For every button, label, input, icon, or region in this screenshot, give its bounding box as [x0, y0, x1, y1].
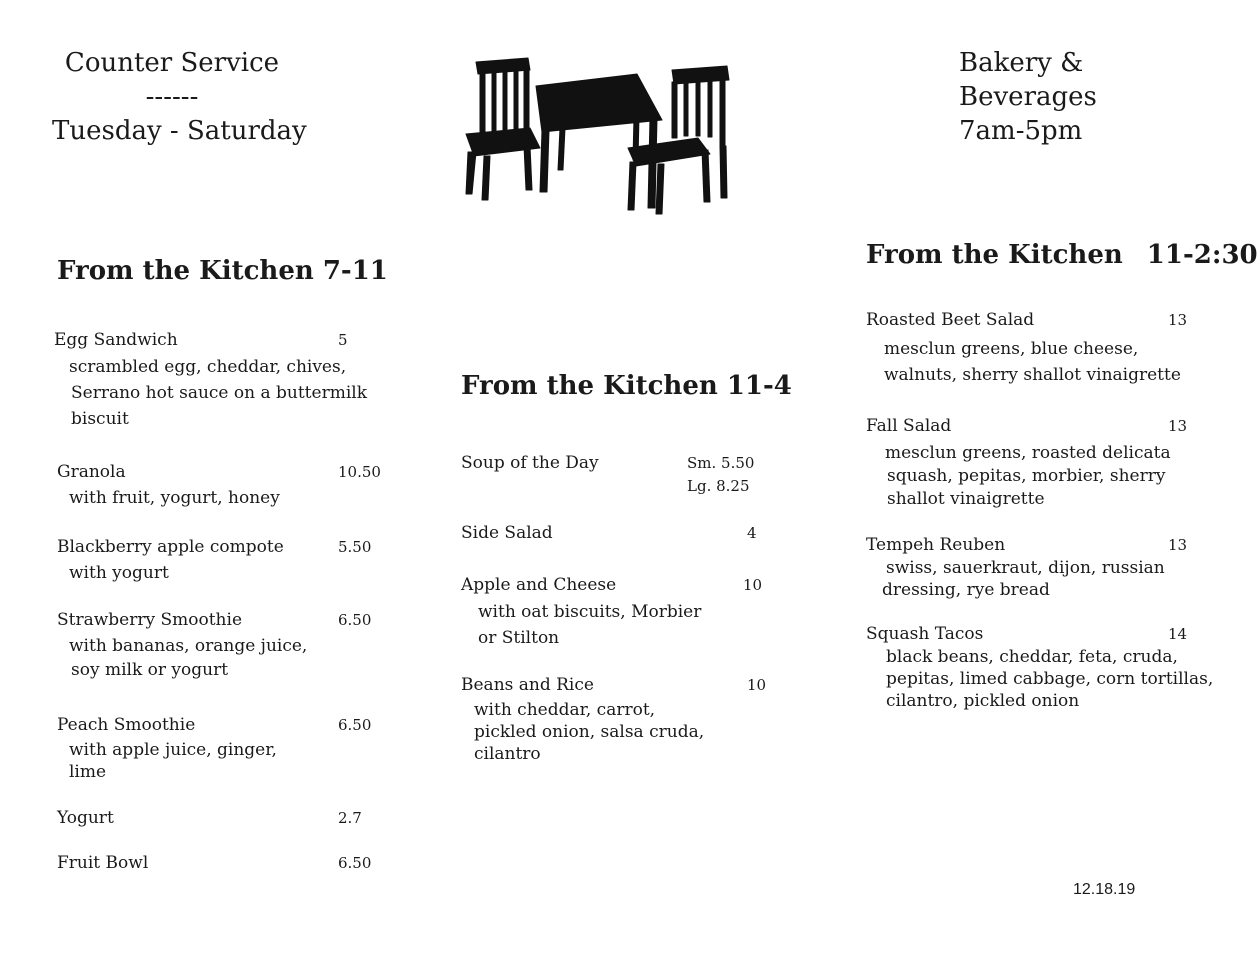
item-desc	[69, 486, 397, 510]
item-name: Fall Salad	[866, 416, 952, 436]
item-name: Tempeh Reuben	[866, 535, 1006, 555]
menu-item-yogurt	[57, 806, 397, 830]
menu-item-strawberry-smoothie	[57, 608, 397, 682]
menu-item-squash-tacos	[866, 622, 1226, 712]
item-price-large: Lg. 8.25	[687, 477, 750, 495]
col1-title: From the Kitchen 7-11	[57, 256, 388, 286]
item-name: Soup of the Day	[461, 453, 599, 473]
desc-line: swiss, sauerkraut, dijon, russian	[886, 558, 1165, 578]
menu-date: 12.18.19	[1073, 881, 1136, 898]
item-price: 10.50	[338, 463, 381, 481]
menu-item-blackberry-compote	[57, 535, 397, 585]
item-desc	[69, 634, 397, 682]
item-desc	[884, 336, 1206, 388]
desc-line: shallot vinaigrette	[887, 489, 1045, 509]
desc-line: biscuit	[71, 409, 129, 429]
item-name: Egg Sandwich	[54, 330, 178, 350]
item-desc	[69, 739, 397, 783]
col3-title-text: From the Kitchen	[866, 240, 1123, 270]
header-right-block	[959, 46, 1097, 148]
desc-line: with bananas, orange juice,	[69, 636, 308, 656]
desc-line: mesclun greens, blue cheese,	[884, 339, 1139, 359]
menu-item-fall-salad	[866, 414, 1206, 511]
menu-item-apple-and-cheese	[461, 573, 781, 651]
item-name: Granola	[57, 462, 126, 482]
desc-line: with yogurt	[69, 563, 169, 583]
item-name: Blackberry apple compote	[57, 537, 284, 557]
item-name: Roasted Beet Salad	[866, 310, 1035, 330]
menu-item-egg-sandwich	[54, 328, 394, 432]
item-price: 5.50	[338, 538, 372, 556]
counter-service-label: Counter Service	[64, 48, 280, 78]
desc-line: scrambled egg, cheddar, chives,	[69, 357, 347, 377]
item-name: Strawberry Smoothie	[57, 610, 243, 630]
desc-line: walnuts, sherry shallot vinaigrette	[884, 365, 1181, 385]
days-label: Tuesday - Saturday	[52, 116, 307, 146]
item-name: Apple and Cheese	[461, 575, 617, 595]
desc-line: pepitas, limed cabbage, corn tortillas,	[886, 669, 1214, 689]
table-chairs-icon	[462, 52, 737, 217]
item-price: 13	[1168, 417, 1188, 435]
desc-line: cilantro, pickled onion	[886, 691, 1080, 711]
header-left-block	[52, 46, 307, 148]
item-name: Side Salad	[461, 523, 553, 543]
menu-item-soup-of-the-day	[461, 451, 781, 495]
desc-line: dressing, rye bread	[882, 580, 1050, 600]
item-desc	[69, 354, 394, 432]
col2-title: From the Kitchen 11-4	[461, 371, 792, 401]
desc-line: lime	[69, 762, 107, 782]
bakery-label: Bakery &	[959, 48, 1084, 78]
desc-line: soy milk or yogurt	[71, 660, 229, 680]
desc-line: pickled onion, salsa cruda,	[474, 722, 705, 742]
item-desc	[885, 442, 1206, 511]
item-price: 6.50	[338, 716, 372, 734]
menu-item-beans-and-rice	[461, 673, 781, 765]
desc-line: with cheddar, carrot,	[474, 700, 656, 720]
beverages-label: Beverages	[959, 82, 1097, 112]
desc-line: black beans, cheddar, feta, cruda,	[886, 647, 1178, 667]
menu-item-fruit-bowl	[57, 851, 397, 875]
item-name: Squash Tacos	[866, 624, 984, 644]
item-price: 13	[1168, 536, 1188, 554]
item-price-small: Sm. 5.50	[687, 454, 755, 472]
item-price: 4	[747, 524, 757, 542]
item-name: Beans and Rice	[461, 675, 594, 695]
item-name: Fruit Bowl	[57, 853, 149, 873]
item-price: 14	[1168, 625, 1188, 643]
item-price: 13	[1168, 311, 1188, 329]
desc-line: Serrano hot sauce on a buttermilk	[71, 383, 367, 403]
item-price: 5	[338, 331, 348, 349]
item-price: 10	[743, 576, 763, 594]
item-desc	[882, 557, 1206, 601]
item-desc	[886, 646, 1226, 712]
item-price: 2.7	[338, 809, 362, 827]
divider-dashes: ------	[145, 82, 199, 112]
menu-item-tempeh-reuben	[866, 533, 1206, 601]
desc-line: squash, pepitas, morbier, sherry	[887, 466, 1166, 486]
menu-item-side-salad	[461, 521, 781, 545]
item-desc	[69, 561, 397, 585]
col3-title-time: 11-2:30	[1146, 240, 1258, 270]
menu-item-granola	[57, 460, 397, 510]
desc-line: with oat biscuits, Morbier	[478, 602, 702, 622]
desc-line: cilantro	[474, 744, 541, 764]
hours-label: 7am-5pm	[959, 116, 1083, 146]
item-name: Yogurt	[57, 808, 114, 828]
desc-line: or Stilton	[478, 628, 560, 648]
item-price: 6.50	[338, 611, 372, 629]
menu-item-peach-smoothie	[57, 713, 397, 783]
desc-line: mesclun greens, roasted delicata	[885, 443, 1171, 463]
item-name: Peach Smoothie	[57, 715, 196, 735]
desc-line: with fruit, yogurt, honey	[69, 488, 280, 508]
item-desc	[478, 599, 781, 651]
menu-item-roasted-beet-salad	[866, 308, 1206, 388]
item-price: 6.50	[338, 854, 372, 872]
item-desc	[474, 699, 781, 765]
desc-line: with apple juice, ginger,	[69, 740, 277, 760]
item-price: 10	[747, 676, 767, 694]
col3-title	[866, 240, 1258, 270]
